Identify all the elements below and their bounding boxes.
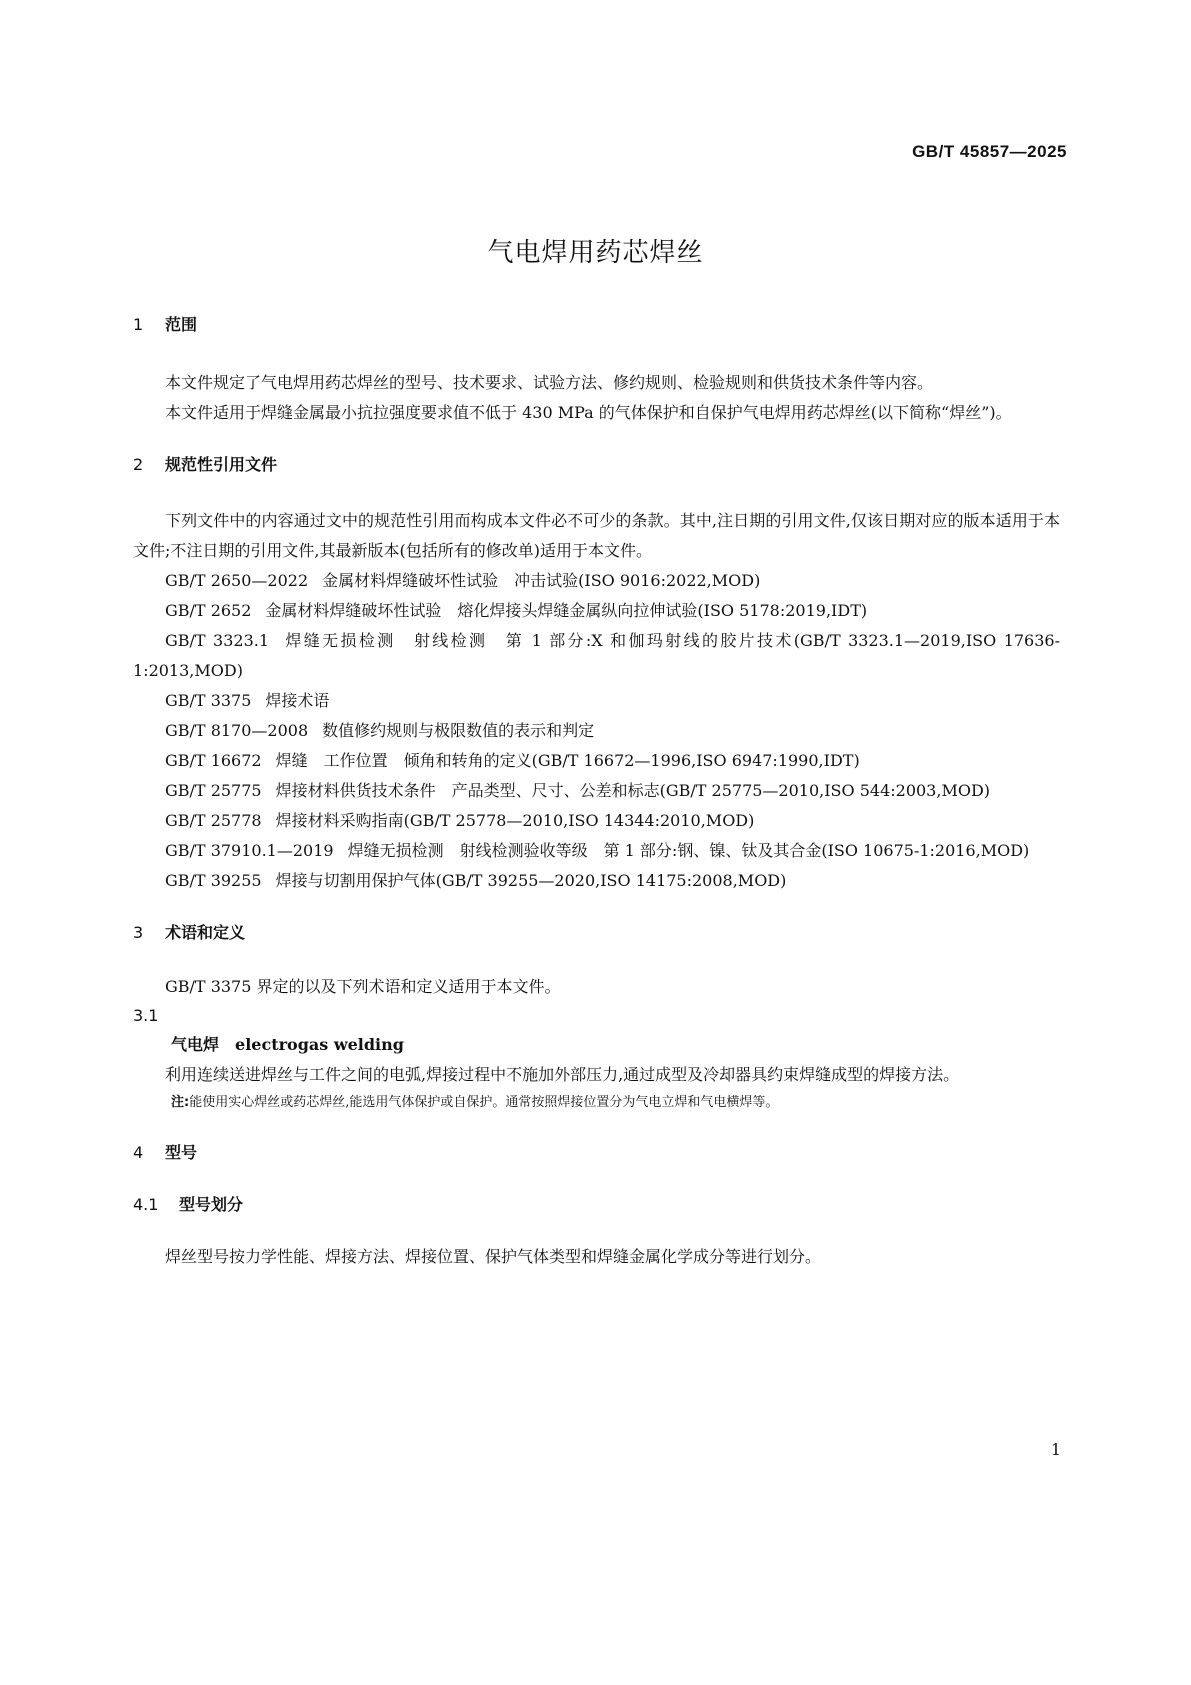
reference-code: GB/T 2650—2022 — [165, 571, 309, 590]
term-definition: 利用连续送进焊丝与工件之间的电弧,焊接过程中不施加外部压力,通过成型及冷却器具约束焊缝成型的焊接方法。 — [165, 1065, 960, 1084]
term-number: 3.1 — [133, 1006, 159, 1025]
reference-title: 数值修约规则与极限数值的表示和判定 — [322, 721, 595, 740]
reference-title: 焊接材料采购指南(GB/T 25778—2010,ISO 14344:2010,MOD) — [275, 811, 755, 830]
reference-title: 金属材料焊缝破坏性试验 冲击试验(ISO 9016:2022,MOD) — [322, 571, 761, 590]
reference-item — [133, 836, 1060, 866]
reference-title: 焊缝 工作位置 倾角和转角的定义(GB/T 16672—1996,ISO 6947:1990,IDT) — [275, 751, 860, 770]
section-number: 2 — [133, 455, 144, 474]
section-number: 1 — [133, 315, 144, 334]
reference-title: 焊接术语 — [265, 691, 330, 710]
standard-number: GB/T 45857—2025 — [912, 142, 1067, 161]
note-text: 能使用实心焊丝或药芯焊丝,能选用气体保护或自保护。通常按照焊接位置分为气电立焊和气电横焊等。 — [189, 1095, 779, 1110]
reference-title: 焊接材料供货技术条件 产品类型、尺寸、公差和标志(GB/T 25775—2010,ISO 544:2003,MOD) — [275, 781, 991, 800]
reference-item — [133, 596, 1060, 626]
subsection-title: 型号划分 — [179, 1195, 244, 1214]
section-number: 4 — [133, 1143, 144, 1162]
reference-item — [133, 776, 1060, 806]
reference-item — [133, 686, 1060, 716]
reference-item — [133, 866, 1060, 896]
reference-item — [133, 716, 1060, 746]
term-english: electrogas welding — [235, 1035, 404, 1054]
section-title: 范围 — [165, 315, 198, 334]
references-intro: 下列文件中的内容通过文中的规范性引用而构成本文件必不可少的条款。其中,注日期的引用文件,仅该日期对应的版本适用于本文件;不注日期的引用文件,其最新版本(包括所有的修改单)适用于本文件。 — [133, 511, 1060, 560]
reference-code: GB/T 25775 — [165, 781, 262, 800]
reference-code: GB/T 3375 — [165, 691, 252, 710]
reference-code: GB/T 3323.1 — [165, 631, 270, 650]
section-title: 规范性引用文件 — [165, 455, 278, 474]
document-title: 气电焊用药芯焊丝 — [487, 238, 704, 268]
section-title: 型号 — [165, 1143, 198, 1162]
reference-code: GB/T 2652 — [165, 601, 252, 620]
term-entry — [133, 1030, 1060, 1060]
term-note — [133, 1090, 1060, 1116]
term-chinese: 气电焊 — [171, 1035, 220, 1054]
reference-code: GB/T 25778 — [165, 811, 262, 830]
terms-intro: GB/T 3375 界定的以及下列术语和定义适用于本文件。 — [165, 977, 561, 996]
reference-item — [133, 566, 1060, 596]
section-4-heading — [133, 1140, 1060, 1166]
reference-title: 金属材料焊缝破坏性试验 熔化焊接头焊缝金属纵向拉伸试验(ISO 5178:2019,IDT) — [265, 601, 868, 620]
reference-code: GB/T 16672 — [165, 751, 262, 770]
reference-code: GB/T 39255 — [165, 871, 262, 890]
reference-item — [133, 746, 1060, 776]
subsection-number: 4.1 — [133, 1195, 159, 1214]
scope-paragraph-1: 本文件规定了气电焊用药芯焊丝的型号、技术要求、试验方法、修约规则、检验规则和供货技术条件等内容。 — [165, 373, 934, 392]
scope-paragraph-2: 本文件适用于焊缝金属最小抗拉强度要求值不低于 430 MPa 的气体保护和自保护气电焊用药芯焊丝(以下简称“焊丝”)。 — [165, 403, 1012, 422]
section-3-heading — [133, 920, 1060, 946]
note-label: 注: — [171, 1095, 190, 1110]
reference-code: GB/T 37910.1—2019 — [165, 841, 334, 860]
section-1-heading — [133, 312, 1060, 338]
document-body — [133, 312, 1060, 1272]
reference-title: 焊缝无损检测 射线检测 第 1 部分:X 和伽玛射线的胶片技术(GB/T 3323.1—2019,ISO 17636-1:2013,MOD) — [133, 631, 1061, 680]
page-number: 1 — [1050, 1440, 1061, 1459]
section-2-heading — [133, 452, 1060, 478]
reference-code: GB/T 8170—2008 — [165, 721, 309, 740]
reference-title: 焊接与切割用保护气体(GB/T 39255—2020,ISO 14175:2008,MOD) — [275, 871, 787, 890]
reference-item — [133, 806, 1060, 836]
section-number: 3 — [133, 923, 144, 942]
subsection-4-1-heading — [133, 1192, 1060, 1218]
reference-item — [133, 626, 1060, 686]
reference-title: 焊缝无损检测 射线检测验收等级 第 1 部分:钢、镍、钛及其合金(ISO 10675-1:2016,MOD) — [347, 841, 1030, 860]
section-title: 术语和定义 — [165, 923, 246, 942]
model-classification-paragraph: 焊丝型号按力学性能、焊接方法、焊接位置、保护气体类型和焊缝金属化学成分等进行划分。 — [165, 1247, 822, 1266]
